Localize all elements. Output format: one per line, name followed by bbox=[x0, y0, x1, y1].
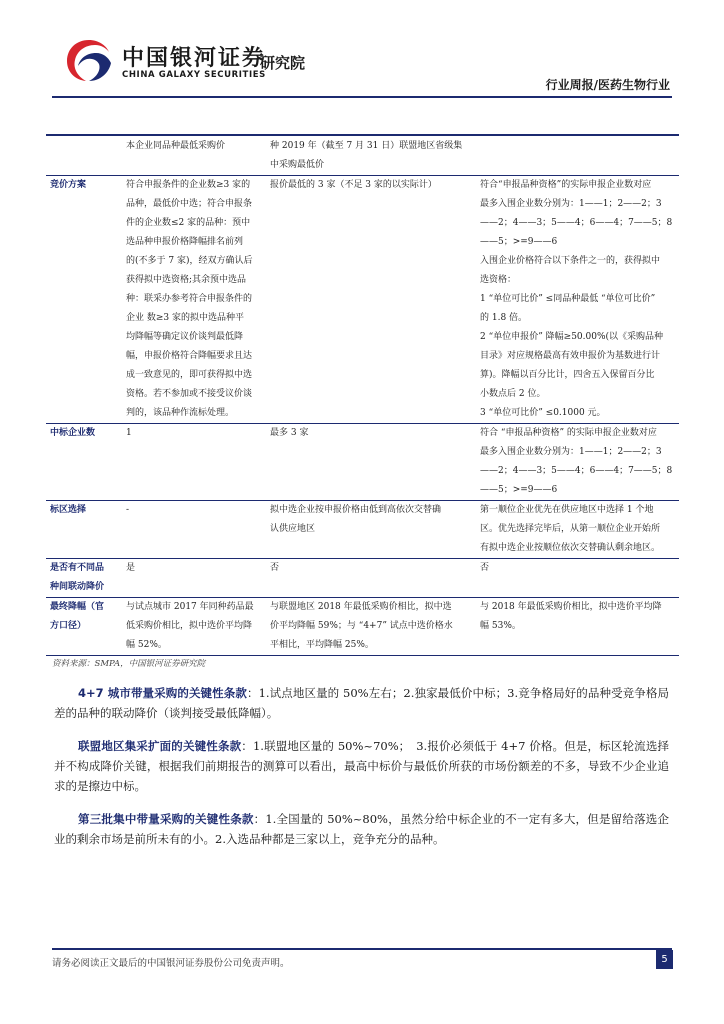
cell-line: 中采购最低价 bbox=[270, 160, 325, 170]
cell-line: 目录》对应规格最高有效申报价为基数进行计 bbox=[480, 351, 661, 361]
paragraph-third-batch bbox=[54, 809, 669, 849]
cell-line: 否 bbox=[270, 563, 280, 573]
table-row bbox=[46, 598, 679, 656]
cell-third-batch bbox=[476, 424, 679, 501]
cell-line: ——5；>=9——6 bbox=[480, 485, 558, 495]
cell-line: 认供应地区 bbox=[270, 524, 316, 534]
cell-line: 种：联采办参考符合申报条件的 bbox=[126, 294, 253, 304]
cell-alliance bbox=[266, 559, 476, 598]
cell-line: 判的，该品种作流标处理。 bbox=[126, 408, 235, 418]
cell-line: 资格。若不参加或不接受议价谈 bbox=[126, 389, 253, 399]
footer-disclaimer: 请务必阅读正文最后的中国银河证券股份公司免责声明。 bbox=[52, 958, 290, 969]
cell-4plus7 bbox=[122, 176, 266, 424]
paragraph-lead: 第三批集中带量采购的关键性条款 bbox=[78, 812, 254, 826]
paragraph-lead: 4+7 城市带量采购的关键性条款 bbox=[78, 686, 247, 700]
row-label bbox=[46, 424, 122, 501]
paragraph-lead: 联盟地区集采扩面的关键性条款 bbox=[78, 739, 242, 753]
row-label bbox=[46, 598, 122, 656]
table-row bbox=[46, 424, 679, 501]
table-row bbox=[46, 501, 679, 559]
cell-4plus7 bbox=[122, 501, 266, 559]
cell-line: 均降幅等确定议价谈判最低降 bbox=[126, 332, 244, 342]
cell-line: 最多 3 家 bbox=[270, 428, 309, 438]
cell-line: 标区选择 bbox=[50, 505, 87, 515]
cell-line: 否 bbox=[480, 563, 490, 573]
cell-line: 种 2019 年（截至 7 月 31 日）联盟地区省级集 bbox=[270, 141, 463, 151]
cell-line: 小数点后 2 位。 bbox=[480, 389, 546, 399]
cell-line: 符合 “申报品种资格” 的实际申报企业数对应 bbox=[480, 428, 657, 438]
cell-line: 有拟中选企业按顺位依次交替确认剩余地区。 bbox=[480, 543, 661, 553]
cell-line: 算)。降幅以百分比计，四舍五入保留百分比 bbox=[480, 370, 655, 380]
paragraph-body: ：1.全国量的 50%~80%，虽然分给中标企业的不一定有多大，但是留给落选企业的剩余市场是前所未有的小。2.入选品种都是三家以上，竞争充分的品种。 bbox=[54, 812, 669, 846]
cell-line: 是 bbox=[126, 563, 136, 573]
table-row bbox=[46, 136, 679, 176]
cell-line: 幅 53%。 bbox=[480, 621, 521, 631]
cell-alliance bbox=[266, 598, 476, 656]
cell-alliance bbox=[266, 424, 476, 501]
cell-line: 拟中选企业按申报价格由低到高依次交替确 bbox=[270, 505, 442, 515]
cell-line: 价平均降幅 59%；与 “4+7” 试点中选价格水 bbox=[270, 621, 453, 631]
cell-line: 低采购价相比，拟中选价平均降 bbox=[126, 621, 253, 631]
cell-line: 2 “单位申报价” 降幅≥50.00%(以《采购品种 bbox=[480, 332, 664, 342]
paragraph-4plus7 bbox=[54, 683, 669, 723]
cell-line: 本企业同品种最低采购价 bbox=[126, 141, 226, 151]
cell-line: 品种，最低价中选；符合申报条 bbox=[126, 199, 253, 209]
paragraph-body: ：1.试点地区量的 50%左右；2.独家最低价中标；3.竞争格局好的品种受竞争格局差的品种的联动降价（谈判接受最低降幅）。 bbox=[54, 686, 669, 720]
cell-third-batch bbox=[476, 501, 679, 559]
cell-third-batch bbox=[476, 136, 679, 176]
page-header bbox=[0, 0, 724, 100]
cell-line: 竞价方案 bbox=[50, 180, 87, 190]
cell-line: ——5；>=9——6 bbox=[480, 237, 558, 247]
cell-line: 的(不多于 7 家)，经双方确认后 bbox=[126, 256, 253, 266]
cell-line: 选资格： bbox=[480, 275, 517, 285]
cell-line: 企业 数≥3 家的拟中选品种平 bbox=[126, 313, 244, 323]
cell-line: 报价最低的 3 家（不足 3 家的以实际计） bbox=[270, 180, 437, 190]
row-label bbox=[46, 176, 122, 424]
table-row bbox=[46, 559, 679, 598]
cell-line: 的 1.8 倍。 bbox=[480, 313, 528, 323]
cell-line: 符合“申报品种资格”的实际申报企业数对应 bbox=[480, 180, 652, 190]
logo-chinese-name: 中国银河证券 bbox=[122, 46, 267, 71]
cell-third-batch bbox=[476, 559, 679, 598]
cell-line: 方口径） bbox=[50, 621, 87, 631]
cell-4plus7 bbox=[122, 136, 266, 176]
cell-line: 幅，申报价格符合降幅要求且达 bbox=[126, 351, 253, 361]
cell-line: 与联盟地区 2018 年最低采购价相比，拟中选 bbox=[270, 602, 452, 612]
cell-line: 3 “单位可比价” ≤0.1000 元。 bbox=[480, 408, 606, 418]
cell-alliance bbox=[266, 501, 476, 559]
cell-line: 是否有不同品 bbox=[50, 563, 105, 573]
cell-line: 区。优先选择完毕后，从第一顺位企业开始所 bbox=[480, 524, 661, 534]
cell-alliance bbox=[266, 176, 476, 424]
cell-alliance bbox=[266, 136, 476, 176]
analysis-paragraphs bbox=[54, 683, 669, 862]
cell-line: 1 bbox=[126, 428, 132, 438]
cell-line: 获得拟中选资格;其余预中选品 bbox=[126, 275, 247, 285]
galaxy-logo-icon bbox=[64, 36, 114, 84]
institute-name: 研究院 bbox=[260, 54, 306, 72]
header-divider bbox=[52, 96, 672, 98]
cell-line: 选品种申报价格降幅排名前列 bbox=[126, 237, 244, 247]
cell-4plus7 bbox=[122, 424, 266, 501]
cell-line: 成一致意见的，即可获得拟中选 bbox=[126, 370, 253, 380]
cell-4plus7 bbox=[122, 598, 266, 656]
cell-line: ——2；4——3；5——4；6——4；7——5；8 bbox=[480, 218, 673, 228]
cell-line: 1 “单位可比价” ≤同品种最低 “单位可比价” bbox=[480, 294, 656, 304]
cell-line: 与 2018 年最低采购价相比，拟中选价平均降 bbox=[480, 602, 662, 612]
row-label bbox=[46, 559, 122, 598]
paragraph-body: ：1.联盟地区量的 50%~70%； 3.报价必须低于 4+7 价格。但是，标区轮流选择并不构成降价关键，根据我们前期报告的测算可以看出，最高中标价与最低价所获的市场份额差的不多，导致不少企业追求的是擦边中标。 bbox=[54, 739, 670, 793]
cell-third-batch bbox=[476, 598, 679, 656]
cell-line: 最多入围企业数分别为：1——1；2——2；3 bbox=[480, 199, 662, 209]
cell-line: ——2；4——3；5——4；6——4；7——5；8 bbox=[480, 466, 673, 476]
logo-english-name: CHINA GALAXY SECURITIES bbox=[122, 70, 266, 80]
cell-line: 件的企业数≤2 家的品种：预中 bbox=[126, 218, 251, 228]
cell-line: 第一顺位企业优先在供应地区中选择 1 个地 bbox=[480, 505, 654, 515]
cell-third-batch bbox=[476, 176, 679, 424]
cell-line: 最多入围企业数分别为：1——1；2——2；3 bbox=[480, 447, 662, 457]
cell-line: 中标企业数 bbox=[50, 428, 96, 438]
row-label bbox=[46, 501, 122, 559]
page-number: 5 bbox=[656, 950, 673, 969]
table-source-note: 资料来源：SMPA，中国银河证券研究院 bbox=[52, 659, 206, 669]
cell-line: 与试点城市 2017 年同种药品最 bbox=[126, 602, 254, 612]
report-category: 行业周报/医药生物行业 bbox=[545, 78, 670, 92]
cell-line: 种间联动降价 bbox=[50, 582, 105, 592]
cell-line: 入围企业价格符合以下条件之一的，获得拟中 bbox=[480, 256, 661, 266]
paragraph-alliance bbox=[54, 736, 669, 796]
footer-divider bbox=[52, 948, 672, 950]
cell-4plus7 bbox=[122, 559, 266, 598]
row-label bbox=[46, 136, 122, 176]
cell-line: 最终降幅（官 bbox=[50, 602, 105, 612]
cell-line: - bbox=[126, 505, 130, 515]
cell-line: 符合申报条件的企业数≥3 家的 bbox=[126, 180, 251, 190]
cell-line: 幅 52%。 bbox=[126, 640, 167, 650]
table-row bbox=[46, 176, 679, 424]
cell-line: 平相比，平均降幅 25%。 bbox=[270, 640, 374, 650]
procurement-comparison-table bbox=[46, 136, 679, 656]
